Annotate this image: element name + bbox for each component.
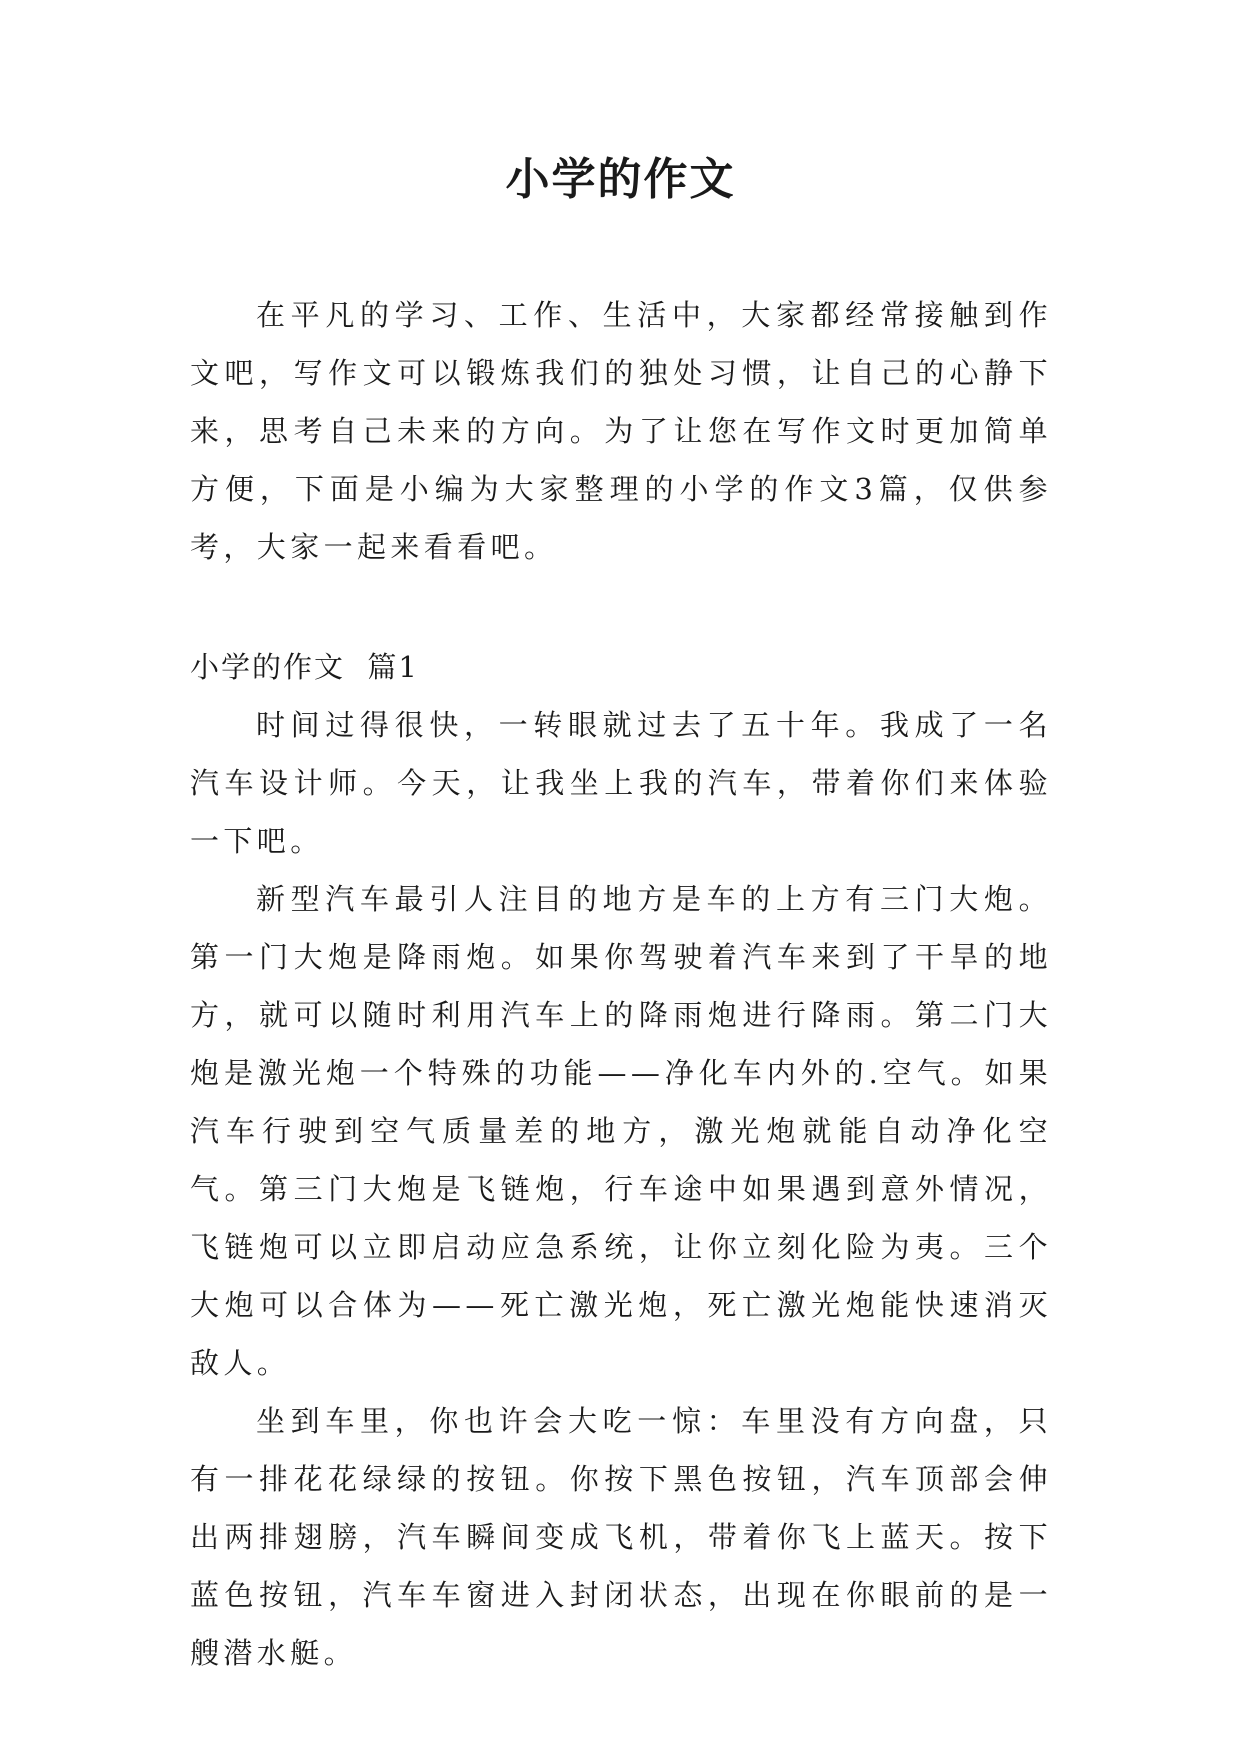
essay-paragraph: 时间过得很快，一转眼就过去了五十年。我成了一名汽车设计师。今天，让我坐上我的汽车，带着你们来体验一下吧。 (190, 708, 1052, 858)
intro-paragraph: 在平凡的学习、工作、生活中，大家都经常接触到作文吧，写作文可以锻炼我们的独处习惯，让自己的心静下来，思考自己未来的方向。为了让您在写作文时更加简单方便，下面是小编为大家整理的小学的作文3篇，仅供参考，大家一起来看看吧。 (190, 298, 1052, 564)
document-title: 小学的作文 (505, 154, 736, 205)
intro-block (190, 286, 1052, 576)
section-heading: 小学的作文 篇1 (190, 650, 419, 684)
essay-section (190, 638, 1052, 1682)
essay-paragraph: 新型汽车最引人注目的地方是车的上方有三门大炮。第一门大炮是降雨炮。如果你驾驶着汽车来到了干旱的地方，就可以随时利用汽车上的降雨炮进行降雨。第二门大炮是激光炮一个特殊的功能——净化车内外的.空气。如果汽车行驶到空气质量差的地方，激光炮就能自动净化空气。第三门大炮是飞链炮，行车途中如果遇到意外情况，飞链炮可以立即启动应急系统，让你立刻化险为夷。三个大炮可以合体为——死亡激光炮，死亡激光炮能快速消灭敌人。 (190, 882, 1052, 1380)
essay-paragraph: 坐到车里，你也许会大吃一惊：车里没有方向盘，只有一排花花绿绿的按钮。你按下黑色按钮，汽车顶部会伸出两排翅膀，汽车瞬间变成飞机，带着你飞上蓝天。按下蓝色按钮，汽车车窗进入封闭状态，出现在你眼前的是一艘潜水艇。 (190, 1404, 1052, 1670)
